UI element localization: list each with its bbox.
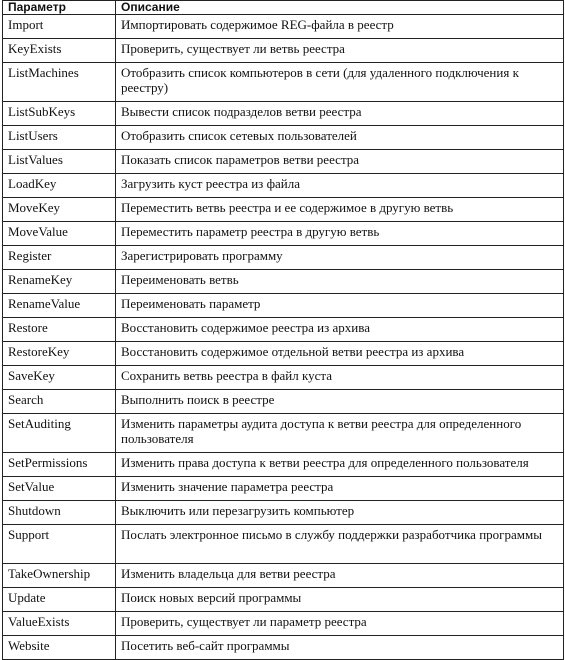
table-row — [3, 39, 564, 63]
param-name: RenameKey — [3, 270, 116, 294]
param-description: Переименовать параметр — [116, 294, 564, 318]
param-name: Shutdown — [3, 501, 116, 525]
param-name: Update — [3, 588, 116, 612]
table-header-row — [3, 1, 564, 15]
table-body — [3, 15, 564, 660]
param-name: KeyExists — [3, 39, 116, 63]
param-description: Загрузить куст реестра из файла — [116, 174, 564, 198]
param-description: Проверить, существует ли параметр реестра — [116, 612, 564, 636]
param-description: Восстановить содержимое отдельной ветви реестра из архива — [116, 342, 564, 366]
parameters-table — [2, 0, 564, 660]
table-row — [3, 342, 564, 366]
param-description: Выключить или перезагрузить компьютер — [116, 501, 564, 525]
param-name: RenameValue — [3, 294, 116, 318]
table-row — [3, 222, 564, 246]
table-row — [3, 477, 564, 501]
param-name: SaveKey — [3, 366, 116, 390]
table-row — [3, 564, 564, 588]
param-name: MoveKey — [3, 198, 116, 222]
param-description: Вывести список подразделов ветви реестра — [116, 102, 564, 126]
table-row — [3, 525, 564, 564]
table-row — [3, 414, 564, 453]
param-description: Выполнить поиск в реестре — [116, 390, 564, 414]
table-row — [3, 294, 564, 318]
param-name: Register — [3, 246, 116, 270]
table-row — [3, 453, 564, 477]
table-row — [3, 102, 564, 126]
param-description: Изменить значение параметра реестра — [116, 477, 564, 501]
param-name: MoveValue — [3, 222, 116, 246]
table-row — [3, 501, 564, 525]
param-name: ListUsers — [3, 126, 116, 150]
param-name: Website — [3, 636, 116, 660]
table-row — [3, 612, 564, 636]
param-description: Проверить, существует ли ветвь реестра — [116, 39, 564, 63]
param-name: Search — [3, 390, 116, 414]
table-row — [3, 15, 564, 39]
header-parameter: Параметр — [3, 1, 116, 15]
param-name: ListMachines — [3, 63, 116, 102]
param-description: Переименовать ветвь — [116, 270, 564, 294]
table-row — [3, 150, 564, 174]
param-name: Restore — [3, 318, 116, 342]
param-description: Послать электронное письмо в службу поддержки разработчика программы — [116, 525, 564, 564]
param-name: Import — [3, 15, 116, 39]
param-description: Посетить веб-сайт программы — [116, 636, 564, 660]
param-description: Поиск новых версий программы — [116, 588, 564, 612]
header-description: Описание — [116, 1, 564, 15]
param-description: Сохранить ветвь реестра в файл куста — [116, 366, 564, 390]
param-description: Отобразить список сетевых пользователей — [116, 126, 564, 150]
param-name: SetValue — [3, 477, 116, 501]
table-row — [3, 366, 564, 390]
param-name: ValueExists — [3, 612, 116, 636]
table-row — [3, 588, 564, 612]
param-description: Зарегистрировать программу — [116, 246, 564, 270]
param-name: Support — [3, 525, 116, 564]
param-description: Изменить права доступа к ветви реестра для определенного пользователя — [116, 453, 564, 477]
table-row — [3, 270, 564, 294]
param-description: Импортировать содержимое REG-файла в реестр — [116, 15, 564, 39]
param-description: Показать список параметров ветви реестра — [116, 150, 564, 174]
param-description: Переместить параметр реестра в другую ветвь — [116, 222, 564, 246]
param-description: Отобразить список компьютеров в сети (для удаленного подключения к реестру) — [116, 63, 564, 102]
table-row — [3, 63, 564, 102]
param-description: Изменить параметры аудита доступа к ветви реестра для определенного пользователя — [116, 414, 564, 453]
table-row — [3, 318, 564, 342]
param-description: Изменить владельца для ветви реестра — [116, 564, 564, 588]
table-row — [3, 636, 564, 660]
table-row — [3, 390, 564, 414]
param-description: Переместить ветвь реестра и ее содержимое в другую ветвь — [116, 198, 564, 222]
param-name: TakeOwnership — [3, 564, 116, 588]
param-name: SetPermissions — [3, 453, 116, 477]
param-name: ListSubKeys — [3, 102, 116, 126]
table-row — [3, 246, 564, 270]
param-description: Восстановить содержимое реестра из архива — [116, 318, 564, 342]
table-row — [3, 126, 564, 150]
param-name: LoadKey — [3, 174, 116, 198]
param-name: RestoreKey — [3, 342, 116, 366]
table-row — [3, 198, 564, 222]
table-row — [3, 174, 564, 198]
param-name: SetAuditing — [3, 414, 116, 453]
param-name: ListValues — [3, 150, 116, 174]
